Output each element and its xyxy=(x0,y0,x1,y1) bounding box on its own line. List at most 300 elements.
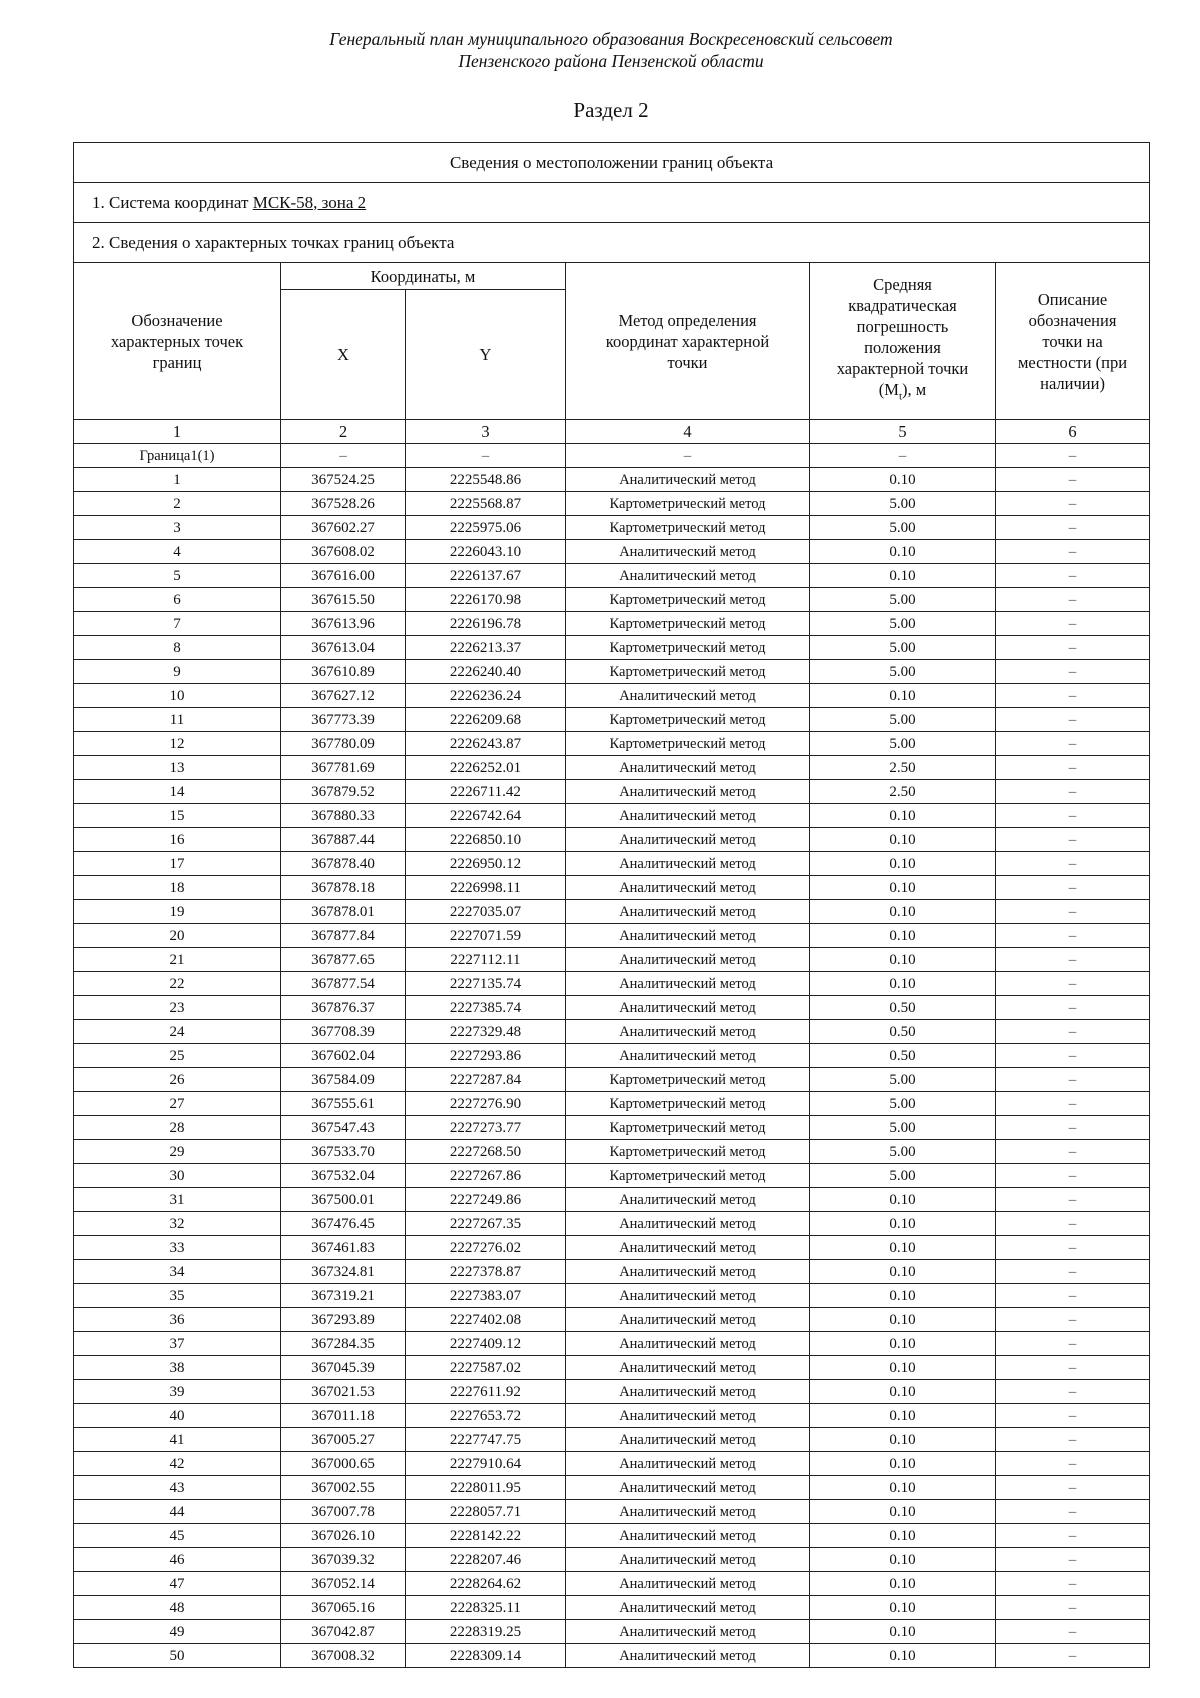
accuracy: 0.10 xyxy=(810,1332,996,1356)
method: Аналитический метод xyxy=(566,1596,810,1620)
description: – xyxy=(996,1572,1150,1596)
coord-y: 2227402.08 xyxy=(406,1308,566,1332)
boundary-cell: – xyxy=(406,444,566,468)
coord-x: 367880.33 xyxy=(281,804,406,828)
coord-y: 2225548.86 xyxy=(406,468,566,492)
coord-y: 2226742.64 xyxy=(406,804,566,828)
method: Аналитический метод xyxy=(566,1428,810,1452)
accuracy: 5.00 xyxy=(810,660,996,684)
description: – xyxy=(996,1644,1150,1668)
table-row xyxy=(74,1644,1150,1668)
table-row xyxy=(74,996,1150,1020)
coord-y: 2227276.02 xyxy=(406,1236,566,1260)
accuracy: 5.00 xyxy=(810,588,996,612)
description: – xyxy=(996,540,1150,564)
col-header-method-text: Метод определения координат характерной точки xyxy=(605,310,770,372)
description: – xyxy=(996,492,1150,516)
coord-y: 2228264.62 xyxy=(406,1572,566,1596)
coord-x: 367528.26 xyxy=(281,492,406,516)
col-header-coordinates: Координаты, м xyxy=(281,263,566,290)
coord-y: 2227267.35 xyxy=(406,1212,566,1236)
coord-x: 367877.65 xyxy=(281,948,406,972)
description: – xyxy=(996,1044,1150,1068)
point-number: 24 xyxy=(74,1020,281,1044)
boundary-row xyxy=(74,444,1150,468)
description: – xyxy=(996,1428,1150,1452)
description: – xyxy=(996,828,1150,852)
boundary-name: Граница1(1) xyxy=(74,444,281,468)
col-number: 2 xyxy=(281,420,406,444)
coord-x: 367476.45 xyxy=(281,1212,406,1236)
table-row xyxy=(74,1572,1150,1596)
point-number: 31 xyxy=(74,1188,281,1212)
point-number: 38 xyxy=(74,1356,281,1380)
coord-x: 367500.01 xyxy=(281,1188,406,1212)
method: Картометрический метод xyxy=(566,1116,810,1140)
accuracy: 5.00 xyxy=(810,612,996,636)
point-number: 27 xyxy=(74,1092,281,1116)
col-header-accuracy xyxy=(810,263,996,420)
point-number: 8 xyxy=(74,636,281,660)
accuracy: 0.10 xyxy=(810,852,996,876)
accuracy: 0.10 xyxy=(810,1236,996,1260)
method: Аналитический метод xyxy=(566,1212,810,1236)
point-number: 29 xyxy=(74,1140,281,1164)
point-number: 25 xyxy=(74,1044,281,1068)
coord-y: 2225568.87 xyxy=(406,492,566,516)
coord-y: 2227249.86 xyxy=(406,1188,566,1212)
col-header-accuracy-sub: t xyxy=(898,390,903,403)
coord-y: 2226213.37 xyxy=(406,636,566,660)
accuracy: 5.00 xyxy=(810,1140,996,1164)
boundary-points-table xyxy=(73,142,1150,1668)
method: Аналитический метод xyxy=(566,1644,810,1668)
method: Картометрический метод xyxy=(566,1164,810,1188)
coord-x: 367052.14 xyxy=(281,1572,406,1596)
point-number: 47 xyxy=(74,1572,281,1596)
accuracy: 0.10 xyxy=(810,1380,996,1404)
method: Картометрический метод xyxy=(566,636,810,660)
accuracy: 0.10 xyxy=(810,1452,996,1476)
coord-x: 367877.54 xyxy=(281,972,406,996)
table-row xyxy=(74,684,1150,708)
table-row xyxy=(74,924,1150,948)
accuracy: 0.10 xyxy=(810,1524,996,1548)
accuracy: 0.10 xyxy=(810,1620,996,1644)
coord-x: 367610.89 xyxy=(281,660,406,684)
table-row xyxy=(74,780,1150,804)
coordinate-system xyxy=(74,183,1150,223)
coordinate-system-label: 1. Система координат xyxy=(92,192,253,212)
coord-x: 367021.53 xyxy=(281,1380,406,1404)
coord-x: 367878.01 xyxy=(281,900,406,924)
method: Аналитический метод xyxy=(566,1524,810,1548)
point-number: 26 xyxy=(74,1068,281,1092)
method: Аналитический метод xyxy=(566,1236,810,1260)
table-row xyxy=(74,732,1150,756)
coord-y: 2227112.11 xyxy=(406,948,566,972)
method: Аналитический метод xyxy=(566,1260,810,1284)
method: Картометрический метод xyxy=(566,1140,810,1164)
coord-y: 2226950.12 xyxy=(406,852,566,876)
accuracy: 0.50 xyxy=(810,1044,996,1068)
coord-y: 2227587.02 xyxy=(406,1356,566,1380)
method: Аналитический метод xyxy=(566,1452,810,1476)
table-row xyxy=(74,1236,1150,1260)
table-row xyxy=(74,1500,1150,1524)
coord-y: 2227268.50 xyxy=(406,1140,566,1164)
point-number: 35 xyxy=(74,1284,281,1308)
table-row xyxy=(74,1212,1150,1236)
table-row xyxy=(74,1404,1150,1428)
method: Аналитический метод xyxy=(566,852,810,876)
point-number: 17 xyxy=(74,852,281,876)
coord-y: 2227747.75 xyxy=(406,1428,566,1452)
coord-x: 367627.12 xyxy=(281,684,406,708)
table-row xyxy=(74,1620,1150,1644)
method: Аналитический метод xyxy=(566,1044,810,1068)
table-row xyxy=(74,636,1150,660)
coord-x: 367533.70 xyxy=(281,1140,406,1164)
coord-y: 2228142.22 xyxy=(406,1524,566,1548)
col-header-y: Y xyxy=(406,290,566,420)
coord-y: 2227273.77 xyxy=(406,1116,566,1140)
accuracy: 5.00 xyxy=(810,708,996,732)
coord-x: 367616.00 xyxy=(281,564,406,588)
col-header-designation-text: Обозначение характерных точек границ xyxy=(110,310,244,372)
coord-y: 2227276.90 xyxy=(406,1092,566,1116)
accuracy: 0.10 xyxy=(810,1212,996,1236)
table-row xyxy=(74,1356,1150,1380)
coord-x: 367773.39 xyxy=(281,708,406,732)
point-number: 23 xyxy=(74,996,281,1020)
accuracy: 0.10 xyxy=(810,876,996,900)
table-row xyxy=(74,1068,1150,1092)
coord-x: 367887.44 xyxy=(281,828,406,852)
description: – xyxy=(996,1332,1150,1356)
coord-y: 2226998.11 xyxy=(406,876,566,900)
description: – xyxy=(996,1116,1150,1140)
coord-x: 367065.16 xyxy=(281,1596,406,1620)
accuracy: 0.10 xyxy=(810,1260,996,1284)
point-number: 14 xyxy=(74,780,281,804)
accuracy: 0.10 xyxy=(810,972,996,996)
method: Аналитический метод xyxy=(566,996,810,1020)
point-number: 33 xyxy=(74,1236,281,1260)
method: Аналитический метод xyxy=(566,1332,810,1356)
point-number: 16 xyxy=(74,828,281,852)
coord-x: 367524.25 xyxy=(281,468,406,492)
document-header xyxy=(0,28,1200,72)
table-row xyxy=(74,972,1150,996)
coord-x: 367608.02 xyxy=(281,540,406,564)
accuracy: 5.00 xyxy=(810,1164,996,1188)
table-row xyxy=(74,1548,1150,1572)
method: Аналитический метод xyxy=(566,876,810,900)
method: Аналитический метод xyxy=(566,1500,810,1524)
accuracy: 0.10 xyxy=(810,1284,996,1308)
method: Аналитический метод xyxy=(566,948,810,972)
table-row xyxy=(74,900,1150,924)
coord-y: 2226240.40 xyxy=(406,660,566,684)
description: – xyxy=(996,1140,1150,1164)
coord-x: 367293.89 xyxy=(281,1308,406,1332)
coord-y: 2226252.01 xyxy=(406,756,566,780)
table-row xyxy=(74,1164,1150,1188)
point-number: 3 xyxy=(74,516,281,540)
table-row xyxy=(74,540,1150,564)
col-number: 3 xyxy=(406,420,566,444)
description: – xyxy=(996,1284,1150,1308)
method: Аналитический метод xyxy=(566,756,810,780)
method: Аналитический метод xyxy=(566,804,810,828)
point-number: 7 xyxy=(74,612,281,636)
table-title: Сведения о местоположении границ объекта xyxy=(74,143,1150,183)
table-row xyxy=(74,492,1150,516)
point-number: 18 xyxy=(74,876,281,900)
boundary-cell: – xyxy=(281,444,406,468)
coord-y: 2228011.95 xyxy=(406,1476,566,1500)
coord-y: 2228319.25 xyxy=(406,1620,566,1644)
table-row xyxy=(74,852,1150,876)
method: Аналитический метод xyxy=(566,468,810,492)
point-number: 13 xyxy=(74,756,281,780)
table-row xyxy=(74,756,1150,780)
method: Картометрический метод xyxy=(566,588,810,612)
point-number: 34 xyxy=(74,1260,281,1284)
description: – xyxy=(996,1092,1150,1116)
point-number: 11 xyxy=(74,708,281,732)
description: – xyxy=(996,468,1150,492)
table-row xyxy=(74,468,1150,492)
point-number: 4 xyxy=(74,540,281,564)
accuracy: 5.00 xyxy=(810,636,996,660)
coord-y: 2227383.07 xyxy=(406,1284,566,1308)
description: – xyxy=(996,1476,1150,1500)
coord-x: 367877.84 xyxy=(281,924,406,948)
table-row xyxy=(74,828,1150,852)
table-row xyxy=(74,588,1150,612)
coord-y: 2226137.67 xyxy=(406,564,566,588)
description: – xyxy=(996,1068,1150,1092)
coord-x: 367613.96 xyxy=(281,612,406,636)
method: Аналитический метод xyxy=(566,972,810,996)
col-header-accuracy-unit: ), м xyxy=(902,380,927,400)
boundary-cell: – xyxy=(810,444,996,468)
coord-y: 2228057.71 xyxy=(406,1500,566,1524)
coord-y: 2227653.72 xyxy=(406,1404,566,1428)
accuracy: 2.50 xyxy=(810,780,996,804)
description: – xyxy=(996,660,1150,684)
col-number: 4 xyxy=(566,420,810,444)
point-number: 19 xyxy=(74,900,281,924)
method: Картометрический метод xyxy=(566,1068,810,1092)
coord-x: 367461.83 xyxy=(281,1236,406,1260)
accuracy: 0.10 xyxy=(810,828,996,852)
description: – xyxy=(996,1548,1150,1572)
method: Картометрический метод xyxy=(566,732,810,756)
col-number: 1 xyxy=(74,420,281,444)
accuracy: 5.00 xyxy=(810,516,996,540)
accuracy: 0.10 xyxy=(810,1356,996,1380)
table-row xyxy=(74,1284,1150,1308)
description: – xyxy=(996,852,1150,876)
point-number: 50 xyxy=(74,1644,281,1668)
method: Аналитический метод xyxy=(566,924,810,948)
table-row xyxy=(74,1044,1150,1068)
point-number: 2 xyxy=(74,492,281,516)
point-number: 22 xyxy=(74,972,281,996)
col-header-accuracy-text xyxy=(810,274,995,407)
boundary-cell: – xyxy=(996,444,1150,468)
coord-y: 2227910.64 xyxy=(406,1452,566,1476)
method: Аналитический метод xyxy=(566,1572,810,1596)
accuracy: 0.50 xyxy=(810,996,996,1020)
point-number: 41 xyxy=(74,1428,281,1452)
point-number: 1 xyxy=(74,468,281,492)
method: Аналитический метод xyxy=(566,1284,810,1308)
method: Аналитический метод xyxy=(566,684,810,708)
coord-x: 367876.37 xyxy=(281,996,406,1020)
accuracy: 5.00 xyxy=(810,1092,996,1116)
coord-y: 2226711.42 xyxy=(406,780,566,804)
description: – xyxy=(996,636,1150,660)
description: – xyxy=(996,876,1150,900)
table-row xyxy=(74,1428,1150,1452)
point-number: 39 xyxy=(74,1380,281,1404)
description: – xyxy=(996,1596,1150,1620)
coord-y: 2228325.11 xyxy=(406,1596,566,1620)
coord-y: 2227378.87 xyxy=(406,1260,566,1284)
description: – xyxy=(996,948,1150,972)
coord-y: 2228207.46 xyxy=(406,1548,566,1572)
boundary-cell: – xyxy=(566,444,810,468)
table-row xyxy=(74,876,1150,900)
coord-x: 367002.55 xyxy=(281,1476,406,1500)
accuracy: 0.10 xyxy=(810,1548,996,1572)
method: Картометрический метод xyxy=(566,612,810,636)
accuracy: 0.10 xyxy=(810,948,996,972)
table-row xyxy=(74,708,1150,732)
point-number: 5 xyxy=(74,564,281,588)
table-row xyxy=(74,1020,1150,1044)
coord-y: 2228309.14 xyxy=(406,1644,566,1668)
point-number: 44 xyxy=(74,1500,281,1524)
description: – xyxy=(996,1356,1150,1380)
table-row xyxy=(74,1188,1150,1212)
table-row xyxy=(74,1476,1150,1500)
description: – xyxy=(996,732,1150,756)
col-number: 5 xyxy=(810,420,996,444)
description: – xyxy=(996,972,1150,996)
coord-y: 2227071.59 xyxy=(406,924,566,948)
coord-y: 2227611.92 xyxy=(406,1380,566,1404)
point-number: 10 xyxy=(74,684,281,708)
coord-y: 2226850.10 xyxy=(406,828,566,852)
coord-x: 367319.21 xyxy=(281,1284,406,1308)
accuracy: 0.10 xyxy=(810,1308,996,1332)
method: Аналитический метод xyxy=(566,1188,810,1212)
point-number: 49 xyxy=(74,1620,281,1644)
accuracy: 0.10 xyxy=(810,900,996,924)
description: – xyxy=(996,1524,1150,1548)
table-row xyxy=(74,1332,1150,1356)
coord-y: 2227035.07 xyxy=(406,900,566,924)
coord-y: 2227293.86 xyxy=(406,1044,566,1068)
point-number: 9 xyxy=(74,660,281,684)
method: Аналитический метод xyxy=(566,1620,810,1644)
coord-y: 2227267.86 xyxy=(406,1164,566,1188)
coord-x: 367011.18 xyxy=(281,1404,406,1428)
accuracy: 0.10 xyxy=(810,1404,996,1428)
col-number: 6 xyxy=(996,420,1150,444)
description: – xyxy=(996,1260,1150,1284)
coord-x: 367780.09 xyxy=(281,732,406,756)
coord-y: 2227329.48 xyxy=(406,1020,566,1044)
point-number: 46 xyxy=(74,1548,281,1572)
coord-x: 367042.87 xyxy=(281,1620,406,1644)
coord-x: 367613.04 xyxy=(281,636,406,660)
method: Аналитический метод xyxy=(566,540,810,564)
table-row xyxy=(74,516,1150,540)
col-header-designation xyxy=(74,263,281,420)
coord-x: 367547.43 xyxy=(281,1116,406,1140)
table-row xyxy=(74,612,1150,636)
table-row xyxy=(74,1524,1150,1548)
description: – xyxy=(996,924,1150,948)
coord-x: 367781.69 xyxy=(281,756,406,780)
method: Аналитический метод xyxy=(566,1548,810,1572)
method: Картометрический метод xyxy=(566,1092,810,1116)
accuracy: 0.10 xyxy=(810,684,996,708)
method: Аналитический метод xyxy=(566,1356,810,1380)
accuracy: 0.10 xyxy=(810,1428,996,1452)
coord-y: 2226196.78 xyxy=(406,612,566,636)
coord-y: 2226243.87 xyxy=(406,732,566,756)
coord-x: 367602.04 xyxy=(281,1044,406,1068)
coord-x: 367879.52 xyxy=(281,780,406,804)
coord-y: 2227409.12 xyxy=(406,1332,566,1356)
description: – xyxy=(996,1164,1150,1188)
point-number: 40 xyxy=(74,1404,281,1428)
coord-y: 2227135.74 xyxy=(406,972,566,996)
description: – xyxy=(996,1236,1150,1260)
table-row xyxy=(74,804,1150,828)
description: – xyxy=(996,1188,1150,1212)
description: – xyxy=(996,684,1150,708)
accuracy: 0.10 xyxy=(810,804,996,828)
point-number: 42 xyxy=(74,1452,281,1476)
coord-x: 367615.50 xyxy=(281,588,406,612)
coord-x: 367708.39 xyxy=(281,1020,406,1044)
description: – xyxy=(996,1020,1150,1044)
method: Картометрический метод xyxy=(566,492,810,516)
method: Аналитический метод xyxy=(566,828,810,852)
point-number: 37 xyxy=(74,1332,281,1356)
coord-y: 2226209.68 xyxy=(406,708,566,732)
coord-y: 2227385.74 xyxy=(406,996,566,1020)
accuracy: 0.10 xyxy=(810,1596,996,1620)
table-row xyxy=(74,1140,1150,1164)
point-number: 45 xyxy=(74,1524,281,1548)
description: – xyxy=(996,780,1150,804)
accuracy: 0.10 xyxy=(810,1476,996,1500)
point-number: 32 xyxy=(74,1212,281,1236)
point-number: 20 xyxy=(74,924,281,948)
coordinate-system-value: МСК-58, зона 2 xyxy=(252,192,367,212)
coord-y: 2226170.98 xyxy=(406,588,566,612)
col-header-method xyxy=(566,263,810,420)
